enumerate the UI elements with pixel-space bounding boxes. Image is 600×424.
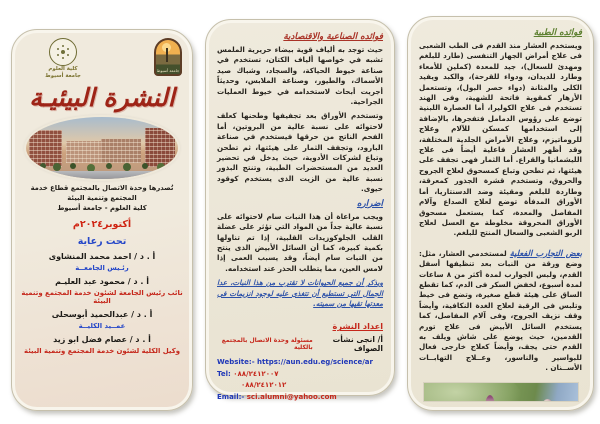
faculty-logo-caption-line2: جامعة أسيوط xyxy=(45,72,81,79)
flower-bud xyxy=(543,399,552,402)
cover-panel xyxy=(11,29,193,411)
email-row xyxy=(217,393,383,403)
patron-role: عمــيد الكليــة xyxy=(78,322,126,330)
harms-heading: اضراره xyxy=(356,198,383,209)
flower-icon xyxy=(61,50,65,54)
patron-name: أ . د / عبدالحميد أبوسحلى xyxy=(51,310,153,319)
preparer-role: مسئولة وحدة الاتصال بالمجتمع بالكلية xyxy=(221,337,313,352)
university-logo-caption: جامعة أسيوط xyxy=(156,68,180,73)
minaret-icon xyxy=(166,48,168,62)
faculty-flower-emblem-icon xyxy=(49,38,77,66)
tel-row-2 xyxy=(217,381,383,391)
patron-role: رئـيس الجامعــة xyxy=(75,264,129,272)
trials-text: وضع ورقة من النبات بعد تنظيفها أسفل القدم، ولبس الجوارب لمدة أكثر من ٨ ساعات لمدة أسبوع، لخفض السكر فى الدم، كما تقطع الساق على هيئة قطع صغيرة، وتضع فى خيط وتلبس فى الرقبة لعلاج الغدة النكافية، وأيضاً وقف نزيف الجروح، وفى آلام المفاصل، كما يستخدم السائل الأبيض فى علاج تورم القدمين، حيث يوضع على شاش ويلف به القدم حتى يجف، وأيضاً كعلاج خارجى فعال للبواسير والناسور، وعــلاج التهابــات الأســنان . xyxy=(419,259,582,373)
contact-block xyxy=(217,358,383,402)
patron-role: وكيل الكلية لشئون خدمة المجتمع وتنمية البيئة xyxy=(24,347,180,355)
website-url: https://aun.edu.eg/science/ar xyxy=(257,358,373,367)
issuer-line2: كلية العلوم - جامعة أسيوط xyxy=(57,204,147,212)
patron-name: أ . د / احمد محمد المنشاوى xyxy=(48,252,156,261)
email-label: Email:- xyxy=(217,392,245,401)
medical-benefits-panel xyxy=(407,16,594,411)
trials-intro: لمستخدمي العشار، مثل: xyxy=(419,248,510,258)
bulletin-title: النشرة البيئيـة xyxy=(29,83,175,112)
patrons-list xyxy=(20,249,184,355)
preparer-row xyxy=(217,335,383,353)
website-row xyxy=(217,358,383,368)
trials-heading: بعض التجارب الفعلية xyxy=(509,247,582,258)
medical-benefits-heading: فوائده الطبية xyxy=(533,28,582,38)
logos-row xyxy=(20,38,184,79)
road-strip xyxy=(26,171,178,179)
petal xyxy=(485,395,495,402)
medical-paragraph: ويستخدم العشار منذ القدم فى الطب الشعبى فى علاج أمراض الجهاز التنفسى (طارد للبلغم ومهدئ للسعال)، جيد للمعدة (كملين للأمعاء وطارد للديدان، ودواء للقرحة)، والكبد ويفيد الكلى والمثانة (دواء حصر البول)، وتستعمل الأزهار كمقوية فاتحة للشهية، وفى الهند تستخدم فى علاج الكوليرا، أما العصارة اللبنية توضع على رؤوس الدمامل فتفجرها، بالإضافة إلى استخدامها كمسكن للآلام وعلاج للروماتيزم، وعلاج الأمراض الجلدية المختلفة، وقد أظهر العشار فاعلية أيضاً فى علاج الليشمانيا والقراع. أما الثمار فهى تجفف على هيئتها، ثم تطحن وتباع كمسحوق لعلاج الجروح والحروق، وتستخدم قشرة الجذور كمعرقة، وطاردة للبلغم ومقيئة وضد الدسنتاريا، أما الأوراق المدفأة توضع لعلاج الصداع وآلام المفاصل والمعدة، كما يستعمل مسحوق الأوراق المحروقة مخلوطة مع العسل لعلاج الربو الشعبى والسعال المنتج للبلغم. xyxy=(419,41,582,238)
harms-paragraph: ويجب مراعاة أن هذا النبات سام لاحتوائه على نسبة عالية جداً من المواد التي تؤثر على عضلة القلب الجلوكوزيدات القلبية، إذا تم تناولها بكمية كبيرة، كما أن السائل الأبيض الذى ينتج من النبات سام أيضاً، وقد يسبب العمى إذا لامس العين، مما يتطلب الحذر عند استخدامه. xyxy=(217,211,383,273)
patron-role: نائب رئيس الجامعة لشئون خدمة المجتمع وتنمية البيئة xyxy=(21,289,183,305)
brick-building-left xyxy=(29,130,62,167)
issuer-line1: تُصدرها وحدة الاتصال بالمجتمع قطاع خدمة المجتمع وتنمية البيئة xyxy=(30,184,174,202)
tel-number-2: ٠٨٨/٢٤١٢٠١٢ xyxy=(241,381,287,390)
patronage-heading: تحت رعاية xyxy=(77,236,127,247)
building-middle-2 xyxy=(101,139,141,163)
email-address: sci.alumni@yahoo.com xyxy=(246,392,337,401)
flower-photo xyxy=(423,382,579,402)
assiut-university-logo xyxy=(154,38,182,76)
faculty-logo-caption-line1: كلية العلوم xyxy=(48,66,78,72)
tel-label: Tel: xyxy=(217,369,231,378)
science-faculty-logo xyxy=(36,38,90,79)
preparer-name: أ/ انجى نشأت الصواف xyxy=(332,335,383,354)
tel-row xyxy=(217,370,383,380)
industrial-benefits-heading: فوائده الصناعية والاقتصادية xyxy=(283,32,383,42)
industrial-paragraph-2: وتستخدم الأوراق بعد تجفيفها وطحنها كعلف لاحتوائه على نسبة عالية من البروتين، أما الفحم الناتج من حرقها فيستخدم في صناعة البارود، وتجفف الثمار على هيئتها، ثم تطحن وتباع لشركات الأدوية، حيث يدخل في تحضير العديد من المستحضرات الطبية، وتنتج البذور نسبة عالية من الزيت الذى يستخدم كوقود حيوى. xyxy=(217,111,383,194)
industrial-paragraph-1: حيث توجد به ألياف قوية بيضاء حريرية الملمس تشبه في خواصها ألياف الكتان، تستخدم في صناعة خيوط الحياكة، والسجاد، وشباك صيد الأسماك، والطيور، وصناعة الملابس، وحديثاً أجريت أبحاث لاستخدامه في خيوط العمليات الجراحية. xyxy=(217,45,383,107)
building-middle-1 xyxy=(66,141,104,163)
tel-number-1: ٠٨٨/٢٤١٢٠٠٧ xyxy=(233,369,279,378)
animals-note: ويذكر أن جميع الحيوانات لا تقترب من هذا النبات، عدا الجمال التى تستطيع أن تتغذى عليه لوجود انزيمات فى معدتها تقيها من سميته. xyxy=(217,278,383,308)
campus-photo xyxy=(26,117,178,179)
patron-name: أ . د / عصام فضل ابو زيد xyxy=(53,335,151,344)
trials-paragraph xyxy=(419,248,582,374)
website-label: Website:- xyxy=(217,358,255,367)
patron-name: أ . د / محمود عبد العليـم xyxy=(55,277,149,286)
calotropis-flower xyxy=(466,391,514,402)
trees-row xyxy=(40,163,46,169)
brick-building-right xyxy=(145,128,175,167)
prepared-by-heading: اعداد النشرة xyxy=(332,321,383,332)
issue-date: أكتوبر٢٠٢٤م xyxy=(72,219,132,230)
industrial-benefits-panel xyxy=(205,19,395,401)
